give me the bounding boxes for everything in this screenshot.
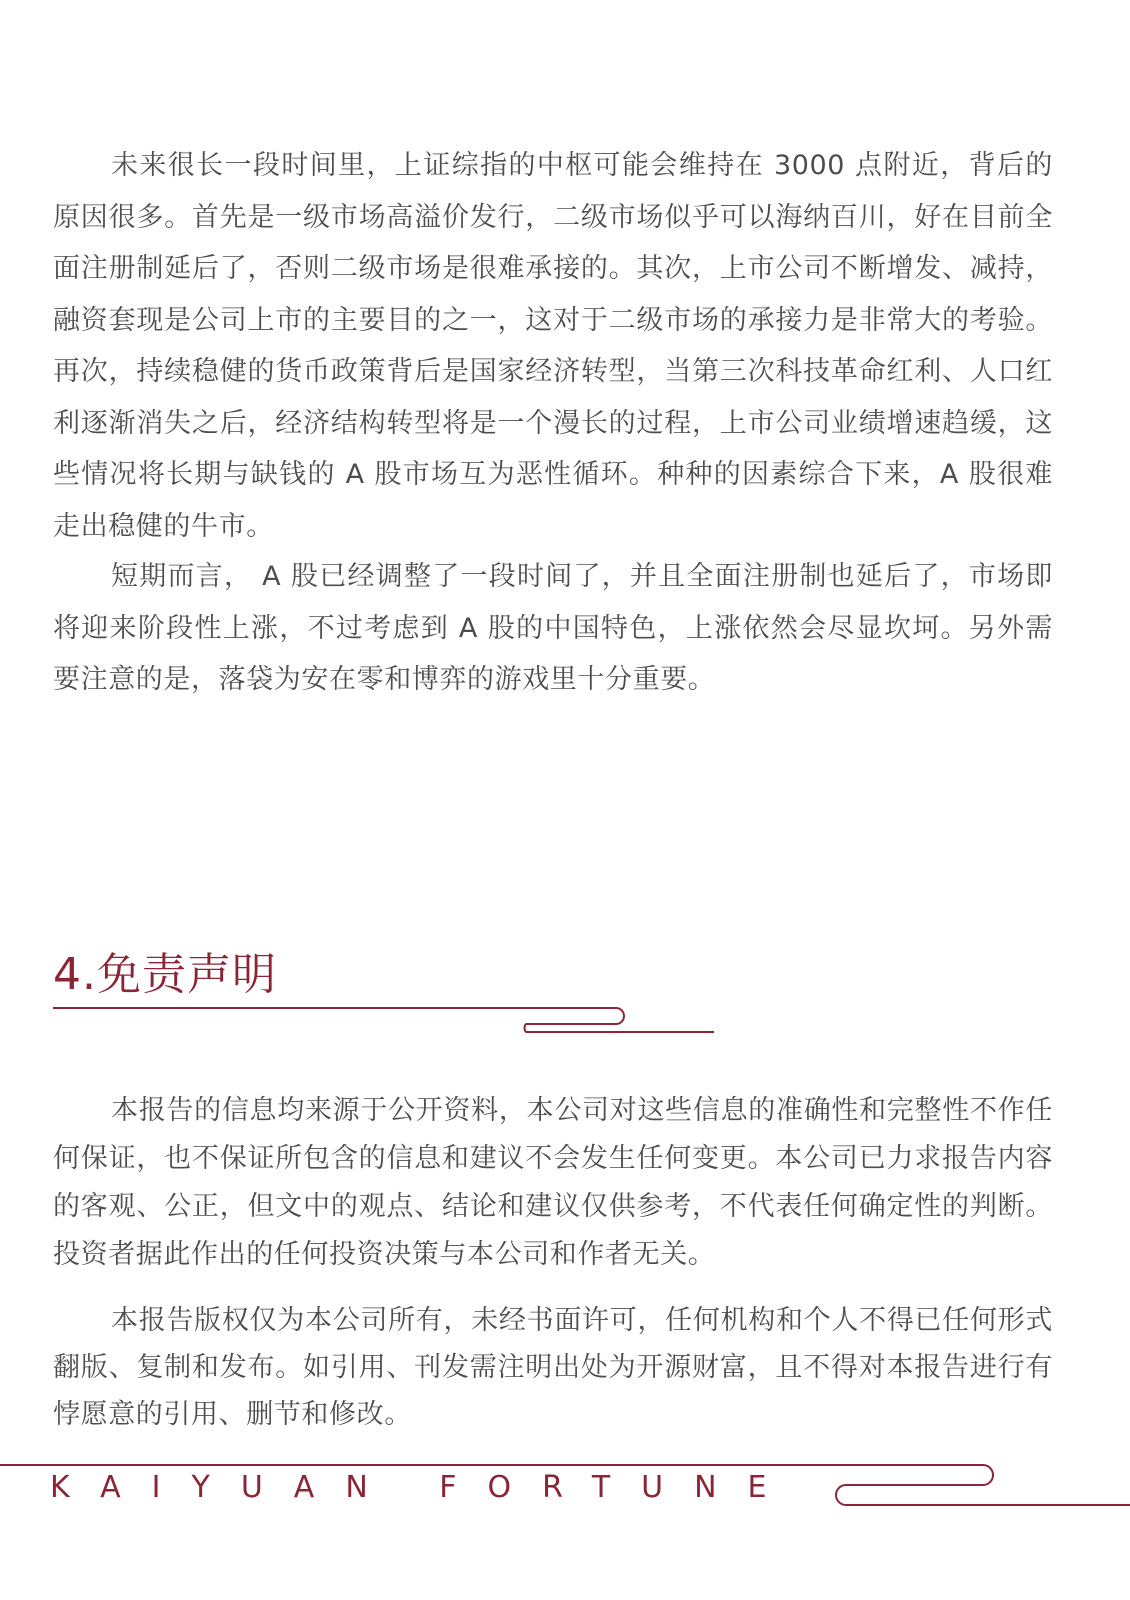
disclaimer-paragraph-2: 本报告版权仅为本公司所有，未经书面许可，任何机构和个人不得已任何形式翻版、复制和发布。如引用、刊发需注明出处为开源财富，且不得对本报告进行有悖愿意的引用、删节和修改。 bbox=[53, 1305, 1053, 1430]
body-paragraph-2: 短期而言， A 股已经调整了一段时间了，并且全面注册制也延后了，市场即将迎来阶段性上涨，不过考虑到 A 股的中国特色，上涨依然会尽显坎坷。另外需要注意的是，落袋为安在零和博弈的游戏里十分重要。 bbox=[53, 561, 1053, 695]
section-title: 4.免责声明 bbox=[53, 949, 277, 1000]
footer-brand: KAIYUAN FORTUNE bbox=[50, 1470, 798, 1505]
body-paragraph-1: 未来很长一段时间里，上证综指的中枢可能会维持在 3000 点附近，背后的原因很多。首先是一级市场高溢价发行，二级市场似乎可以海纳百川，好在目前全面注册制延后了，否则二级市场是很难承接的。其次，上市公司不断增发、减持，融资套现是公司上市的主要目的之一，这对于二级市场的承接力是非常大的考验。再次，持续稳健的货币政策背后是国家经济转型，当第三次科技革命红利、人口红利逐渐消失之后，经济结构转型将是一个漫长的过程，上市公司业绩增速趋缓，这些情况将长期与缺钱的 A 股市场互为恶性循环。种种的因素综合下来，A 股很难走出稳健的牛市。 bbox=[53, 150, 1053, 542]
disclaimer-paragraph-1: 本报告的信息均来源于公开资料，本公司对这些信息的准确性和完整性不作任何保证，也不保证所包含的信息和建议不会发生任何变更。本公司已力求报告内容的客观、公正，但文中的观点、结论和建议仅供参考，不代表任何确定性的判断。投资者据此作出的任何投资决策与本公司和作者无关。 bbox=[53, 1095, 1053, 1270]
